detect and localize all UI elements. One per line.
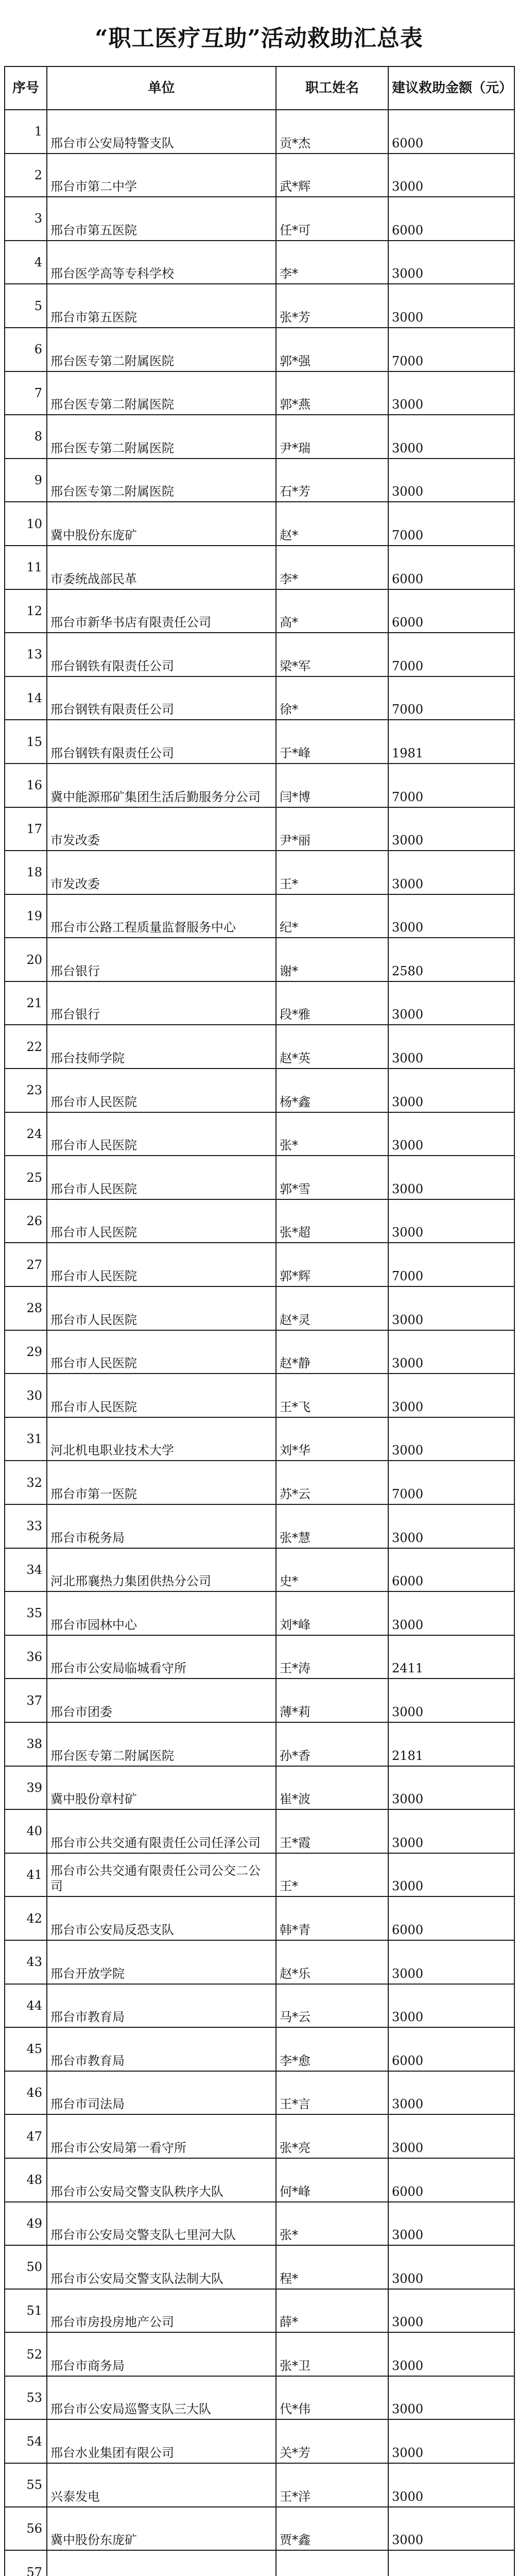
cell-name: 王*涛 — [276, 1635, 388, 1679]
relief-summary-table — [4, 66, 515, 2576]
cell-no: 40 — [5, 1809, 47, 1853]
cell-no: 2 — [5, 154, 47, 197]
cell-no: 32 — [5, 1461, 47, 1504]
cell-amount: 3000 — [388, 1156, 514, 1199]
table-row — [5, 1417, 514, 1461]
cell-name: 尹*瑞 — [276, 415, 388, 459]
cell-name: 徐* — [276, 676, 388, 720]
cell-name: 关*芳 — [276, 2419, 388, 2463]
cell-name: 闫*博 — [276, 764, 388, 807]
table-row — [5, 1591, 514, 1635]
cell-unit: 邢台市第五医院 — [47, 284, 276, 328]
table-row — [5, 1809, 514, 1853]
cell-no: 21 — [5, 981, 47, 1025]
table-row — [5, 2114, 514, 2158]
cell-unit: 邢台钢铁有限责任公司 — [47, 633, 276, 676]
cell-amount: 3000 — [388, 2419, 514, 2463]
table-row — [5, 2245, 514, 2289]
cell-name — [276, 2550, 388, 2576]
cell-unit: 邢台银行 — [47, 938, 276, 981]
cell-name: 任*可 — [276, 197, 388, 241]
cell-unit: 邢台市人民医院 — [47, 1374, 276, 1417]
cell-unit: 邢台市公安局交警支队秩序大队 — [47, 2158, 276, 2202]
cell-no: 26 — [5, 1199, 47, 1243]
cell-unit: 邢台医专第二附属医院 — [47, 459, 276, 502]
cell-amount: 7000 — [388, 1461, 514, 1504]
cell-unit — [47, 2550, 276, 2576]
cell-unit: 邢台市房投房地产公司 — [47, 2289, 276, 2333]
cell-no: 17 — [5, 807, 47, 851]
cell-no: 47 — [5, 2114, 47, 2158]
table-row — [5, 1896, 514, 1940]
cell-amount: 3000 — [388, 807, 514, 851]
cell-amount — [388, 2550, 514, 2576]
cell-amount: 7000 — [388, 1243, 514, 1286]
table-row — [5, 1069, 514, 1112]
cell-no: 15 — [5, 720, 47, 764]
table-row — [5, 502, 514, 546]
cell-no: 43 — [5, 1940, 47, 1984]
header-name: 职工姓名 — [276, 66, 388, 110]
cell-unit: 邢台市公安局临城看守所 — [47, 1635, 276, 1679]
cell-amount: 3000 — [388, 371, 514, 415]
table-row — [5, 1156, 514, 1199]
cell-name: 马*云 — [276, 1984, 388, 2028]
table-row — [5, 2202, 514, 2246]
cell-unit: 河北邢襄热力集团供热分公司 — [47, 1548, 276, 1592]
table-row — [5, 1199, 514, 1243]
table-row — [5, 1853, 514, 1897]
cell-amount: 3000 — [388, 1504, 514, 1548]
table-row — [5, 1286, 514, 1330]
cell-name: 张* — [276, 1112, 388, 1156]
table-body-part-2 — [5, 1940, 514, 2576]
table-row — [5, 851, 514, 894]
cell-no: 24 — [5, 1112, 47, 1156]
cell-unit: 冀中能源邢矿集团生活后勤服务分公司 — [47, 764, 276, 807]
cell-name: 尹*丽 — [276, 807, 388, 851]
cell-name: 赵*乐 — [276, 1940, 388, 1984]
cell-unit: 邢台市人民医院 — [47, 1199, 276, 1243]
table-row — [5, 2071, 514, 2115]
cell-amount: 3000 — [388, 1766, 514, 1810]
cell-amount: 3000 — [388, 2071, 514, 2115]
cell-name: 谢* — [276, 938, 388, 981]
cell-no: 49 — [5, 2202, 47, 2246]
cell-name: 王* — [276, 851, 388, 894]
table-row — [5, 1635, 514, 1679]
cell-no: 34 — [5, 1548, 47, 1592]
cell-amount: 7000 — [388, 328, 514, 371]
cell-no: 46 — [5, 2071, 47, 2115]
cell-amount: 3000 — [388, 2245, 514, 2289]
cell-name: 石*芳 — [276, 459, 388, 502]
table-row — [5, 938, 514, 981]
table-row — [5, 894, 514, 938]
cell-name: 刘*峰 — [276, 1591, 388, 1635]
cell-unit: 河北机电职业技术大学 — [47, 1417, 276, 1461]
cell-amount: 3000 — [388, 2114, 514, 2158]
cell-no: 1 — [5, 110, 47, 154]
cell-amount: 3000 — [388, 241, 514, 284]
cell-no: 18 — [5, 851, 47, 894]
header-no: 序号 — [5, 66, 47, 110]
table-row — [5, 720, 514, 764]
cell-name: 于*峰 — [276, 720, 388, 764]
header-unit: 单位 — [47, 66, 276, 110]
table-row — [5, 1243, 514, 1286]
cell-name: 张* — [276, 2202, 388, 2246]
cell-no: 7 — [5, 371, 47, 415]
cell-unit: 邢台医专第二附属医院 — [47, 371, 276, 415]
cell-unit: 邢台市人民医院 — [47, 1156, 276, 1199]
cell-unit: 邢台钢铁有限责任公司 — [47, 676, 276, 720]
cell-unit: 邢台钢铁有限责任公司 — [47, 720, 276, 764]
cell-unit: 邢台市人民医院 — [47, 1330, 276, 1374]
cell-amount: 3000 — [388, 1984, 514, 2028]
cell-amount: 7000 — [388, 764, 514, 807]
cell-no: 55 — [5, 2463, 47, 2507]
cell-amount: 6000 — [388, 197, 514, 241]
cell-amount: 3000 — [388, 1330, 514, 1374]
cell-no: 25 — [5, 1156, 47, 1199]
cell-unit: 邢台市新华书店有限责任公司 — [47, 589, 276, 633]
cell-no: 22 — [5, 1025, 47, 1069]
cell-unit: 邢台市司法局 — [47, 2071, 276, 2115]
cell-no: 57 — [5, 2550, 47, 2576]
cell-no: 29 — [5, 1330, 47, 1374]
cell-unit: 邢台市第一医院 — [47, 1461, 276, 1504]
table-row — [5, 1679, 514, 1722]
cell-unit: 冀中股份东庞矿 — [47, 502, 276, 546]
table-row — [5, 589, 514, 633]
cell-amount: 3000 — [388, 981, 514, 1025]
cell-unit: 邢台医专第二附属医院 — [47, 328, 276, 371]
table-header-row — [5, 66, 514, 110]
cell-amount: 3000 — [388, 894, 514, 938]
table-row — [5, 633, 514, 676]
cell-amount: 3000 — [388, 2463, 514, 2507]
cell-unit: 邢台市人民医院 — [47, 1243, 276, 1286]
cell-no: 36 — [5, 1635, 47, 1679]
table-row — [5, 154, 514, 197]
cell-name: 李*愈 — [276, 2027, 388, 2071]
cell-amount: 3000 — [388, 2202, 514, 2246]
cell-amount: 2580 — [388, 938, 514, 981]
cell-no: 3 — [5, 197, 47, 241]
cell-unit: 兴泰发电 — [47, 2463, 276, 2507]
cell-no: 6 — [5, 328, 47, 371]
table-row — [5, 2376, 514, 2420]
cell-name: 张*亮 — [276, 2114, 388, 2158]
cell-unit: 邢台开放学院 — [47, 1940, 276, 1984]
cell-amount: 3000 — [388, 2376, 514, 2420]
cell-name: 史* — [276, 1548, 388, 1592]
cell-no: 23 — [5, 1069, 47, 1112]
cell-amount: 6000 — [388, 2027, 514, 2071]
cell-no: 20 — [5, 938, 47, 981]
table-row — [5, 1374, 514, 1417]
cell-no: 14 — [5, 676, 47, 720]
cell-name: 崔*波 — [276, 1766, 388, 1810]
cell-amount: 7000 — [388, 676, 514, 720]
cell-amount: 3000 — [388, 1025, 514, 1069]
cell-name: 王* — [276, 1853, 388, 1897]
document-title: “职工医疗互助”活动救助汇总表 — [95, 25, 423, 52]
table-row — [5, 371, 514, 415]
cell-unit: 邢台市教育局 — [47, 2027, 276, 2071]
cell-no: 45 — [5, 2027, 47, 2071]
cell-unit: 邢台技师学院 — [47, 1025, 276, 1069]
cell-name: 段*雅 — [276, 981, 388, 1025]
cell-name: 赵* — [276, 502, 388, 546]
cell-name: 王*飞 — [276, 1374, 388, 1417]
table-row — [5, 981, 514, 1025]
cell-unit: 邢台市第二中学 — [47, 154, 276, 197]
cell-amount: 3000 — [388, 1809, 514, 1853]
cell-amount: 3000 — [388, 1853, 514, 1897]
table-row — [5, 1984, 514, 2028]
cell-no: 33 — [5, 1504, 47, 1548]
cell-name: 郭*强 — [276, 328, 388, 371]
cell-no: 54 — [5, 2419, 47, 2463]
cell-amount: 1981 — [388, 720, 514, 764]
table-row — [5, 1940, 514, 1984]
cell-amount: 3000 — [388, 2289, 514, 2333]
table-row — [5, 764, 514, 807]
table-row — [5, 2419, 514, 2463]
cell-no: 44 — [5, 1984, 47, 2028]
cell-unit: 邢台市公安局巡警支队三大队 — [47, 2376, 276, 2420]
cell-amount: 6000 — [388, 110, 514, 154]
cell-name: 高* — [276, 589, 388, 633]
table-row — [5, 2463, 514, 2507]
cell-unit: 邢台银行 — [47, 981, 276, 1025]
cell-unit: 邢台医学高等专科学校 — [47, 241, 276, 284]
relief-summary-table-wrapper — [4, 66, 514, 2576]
cell-name: 贡*杰 — [276, 110, 388, 154]
cell-unit: 邢台市公共交通有限责任公司任泽公司 — [47, 1809, 276, 1853]
cell-amount: 3000 — [388, 415, 514, 459]
cell-name: 赵*灵 — [276, 1286, 388, 1330]
cell-name: 贾*鑫 — [276, 2507, 388, 2551]
cell-name: 梁*军 — [276, 633, 388, 676]
cell-name: 孙*香 — [276, 1722, 388, 1766]
header-amount: 建议救助金额（元） — [388, 66, 514, 110]
cell-no: 8 — [5, 415, 47, 459]
cell-unit: 邢台水业集团有限公司 — [47, 2419, 276, 2463]
cell-no: 5 — [5, 284, 47, 328]
cell-no: 52 — [5, 2332, 47, 2376]
cell-no: 39 — [5, 1766, 47, 1810]
cell-name: 何*峰 — [276, 2158, 388, 2202]
cell-no: 37 — [5, 1679, 47, 1722]
table-row — [5, 546, 514, 589]
cell-amount: 3000 — [388, 1679, 514, 1722]
cell-unit: 邢台市第五医院 — [47, 197, 276, 241]
cell-unit: 邢台市公安局交警支队七里河大队 — [47, 2202, 276, 2246]
cell-unit: 邢台市公路工程质量监督服务中心 — [47, 894, 276, 938]
table-row — [5, 2332, 514, 2376]
table-row — [5, 2027, 514, 2071]
cell-no: 31 — [5, 1417, 47, 1461]
cell-amount: 6000 — [388, 546, 514, 589]
cell-name: 代*伟 — [276, 2376, 388, 2420]
cell-amount: 6000 — [388, 1548, 514, 1592]
cell-name: 李* — [276, 546, 388, 589]
cell-name: 张*超 — [276, 1199, 388, 1243]
cell-amount: 3000 — [388, 2507, 514, 2551]
cell-amount: 3000 — [388, 1591, 514, 1635]
cell-no: 56 — [5, 2507, 47, 2551]
cell-unit: 市发改委 — [47, 807, 276, 851]
cell-amount: 2181 — [388, 1722, 514, 1766]
cell-no: 48 — [5, 2158, 47, 2202]
cell-unit: 邢台市人民医院 — [47, 1286, 276, 1330]
cell-amount: 3000 — [388, 1374, 514, 1417]
table-body-part-1 — [5, 110, 514, 1940]
cell-name: 赵*英 — [276, 1025, 388, 1069]
cell-amount: 7000 — [388, 502, 514, 546]
cell-no: 11 — [5, 546, 47, 589]
cell-amount: 3000 — [388, 284, 514, 328]
cell-amount: 6000 — [388, 1896, 514, 1940]
cell-name: 苏*云 — [276, 1461, 388, 1504]
cell-no: 28 — [5, 1286, 47, 1330]
table-row — [5, 676, 514, 720]
cell-amount: 3000 — [388, 459, 514, 502]
cell-amount: 2411 — [388, 1635, 514, 1679]
cell-name: 张*卫 — [276, 2332, 388, 2376]
table-row — [5, 1504, 514, 1548]
table-row — [5, 241, 514, 284]
cell-no: 41 — [5, 1853, 47, 1897]
cell-unit: 市委统战部民革 — [47, 546, 276, 589]
table-row — [5, 1461, 514, 1504]
cell-no: 4 — [5, 241, 47, 284]
table-row — [5, 2158, 514, 2202]
table-row — [5, 1112, 514, 1156]
cell-no: 38 — [5, 1722, 47, 1766]
cell-name: 刘*华 — [276, 1417, 388, 1461]
cell-unit: 邢台市税务局 — [47, 1504, 276, 1548]
cell-name: 薄*莉 — [276, 1679, 388, 1722]
cell-no: 53 — [5, 2376, 47, 2420]
cell-unit: 邢台医专第二附属医院 — [47, 415, 276, 459]
table-row — [5, 2289, 514, 2333]
cell-unit: 邢台市人民医院 — [47, 1069, 276, 1112]
cell-unit: 邢台市园林中心 — [47, 1591, 276, 1635]
cell-unit: 邢台市公安局交警支队法制大队 — [47, 2245, 276, 2289]
cell-name: 李* — [276, 241, 388, 284]
cell-amount: 3000 — [388, 154, 514, 197]
cell-name: 王*洋 — [276, 2463, 388, 2507]
cell-no: 10 — [5, 502, 47, 546]
cell-amount: 3000 — [388, 2332, 514, 2376]
table-row — [5, 1025, 514, 1069]
table-row — [5, 197, 514, 241]
cell-no: 12 — [5, 589, 47, 633]
cell-amount: 3000 — [388, 1940, 514, 1984]
cell-name: 程* — [276, 2245, 388, 2289]
cell-name: 张*慧 — [276, 1504, 388, 1548]
table-row — [5, 1722, 514, 1766]
cell-no: 27 — [5, 1243, 47, 1286]
cell-amount: 3000 — [388, 1286, 514, 1330]
cell-name: 纪* — [276, 894, 388, 938]
cell-amount: 6000 — [388, 589, 514, 633]
table-row — [5, 459, 514, 502]
cell-amount: 3000 — [388, 1069, 514, 1112]
cell-unit: 市发改委 — [47, 851, 276, 894]
cell-amount: 3000 — [388, 1417, 514, 1461]
cell-name: 郭*雪 — [276, 1156, 388, 1199]
cell-unit: 邢台医专第二附属医院 — [47, 1722, 276, 1766]
table-row — [5, 284, 514, 328]
cell-name: 郭*辉 — [276, 1243, 388, 1286]
cell-unit: 邢台市公安局第一看守所 — [47, 2114, 276, 2158]
cell-name: 张*芳 — [276, 284, 388, 328]
cell-name: 赵*静 — [276, 1330, 388, 1374]
table-row — [5, 110, 514, 154]
table-row — [5, 1330, 514, 1374]
cell-name: 韩*青 — [276, 1896, 388, 1940]
cell-unit: 冀中股份章村矿 — [47, 1766, 276, 1810]
cell-amount: 3000 — [388, 851, 514, 894]
cell-unit: 邢台市教育局 — [47, 1984, 276, 2028]
cell-name: 薛* — [276, 2289, 388, 2333]
cell-name: 王*霞 — [276, 1809, 388, 1853]
cell-no: 51 — [5, 2289, 47, 2333]
cell-unit: 邢台市团委 — [47, 1679, 276, 1722]
cell-amount: 3000 — [388, 1112, 514, 1156]
cell-unit: 邢台市公安局反恐支队 — [47, 1896, 276, 1940]
cell-amount: 6000 — [388, 2158, 514, 2202]
cell-unit: 邢台市公安局特警支队 — [47, 110, 276, 154]
table-row — [5, 1766, 514, 1810]
cell-no: 35 — [5, 1591, 47, 1635]
cell-unit: 冀中股份东庞矿 — [47, 2507, 276, 2551]
cell-no: 16 — [5, 764, 47, 807]
table-row — [5, 1548, 514, 1592]
cell-name: 杨*鑫 — [276, 1069, 388, 1112]
table-row — [5, 2507, 514, 2551]
cell-no: 42 — [5, 1896, 47, 1940]
cell-amount: 7000 — [388, 633, 514, 676]
table-row — [5, 807, 514, 851]
cell-amount: 3000 — [388, 1199, 514, 1243]
cell-name: 武*辉 — [276, 154, 388, 197]
cell-no: 19 — [5, 894, 47, 938]
cell-no: 30 — [5, 1374, 47, 1417]
cell-unit: 邢台市商务局 — [47, 2332, 276, 2376]
cell-name: 王*言 — [276, 2071, 388, 2115]
cell-no: 13 — [5, 633, 47, 676]
cell-unit: 邢台市公共交通有限责任公司公交二公司 — [47, 1853, 276, 1897]
table-row — [5, 415, 514, 459]
cell-no: 50 — [5, 2245, 47, 2289]
cell-no: 9 — [5, 459, 47, 502]
cell-unit: 邢台市人民医院 — [47, 1112, 276, 1156]
table-row — [5, 328, 514, 371]
cell-name: 郭*燕 — [276, 371, 388, 415]
table-row — [5, 2550, 514, 2576]
